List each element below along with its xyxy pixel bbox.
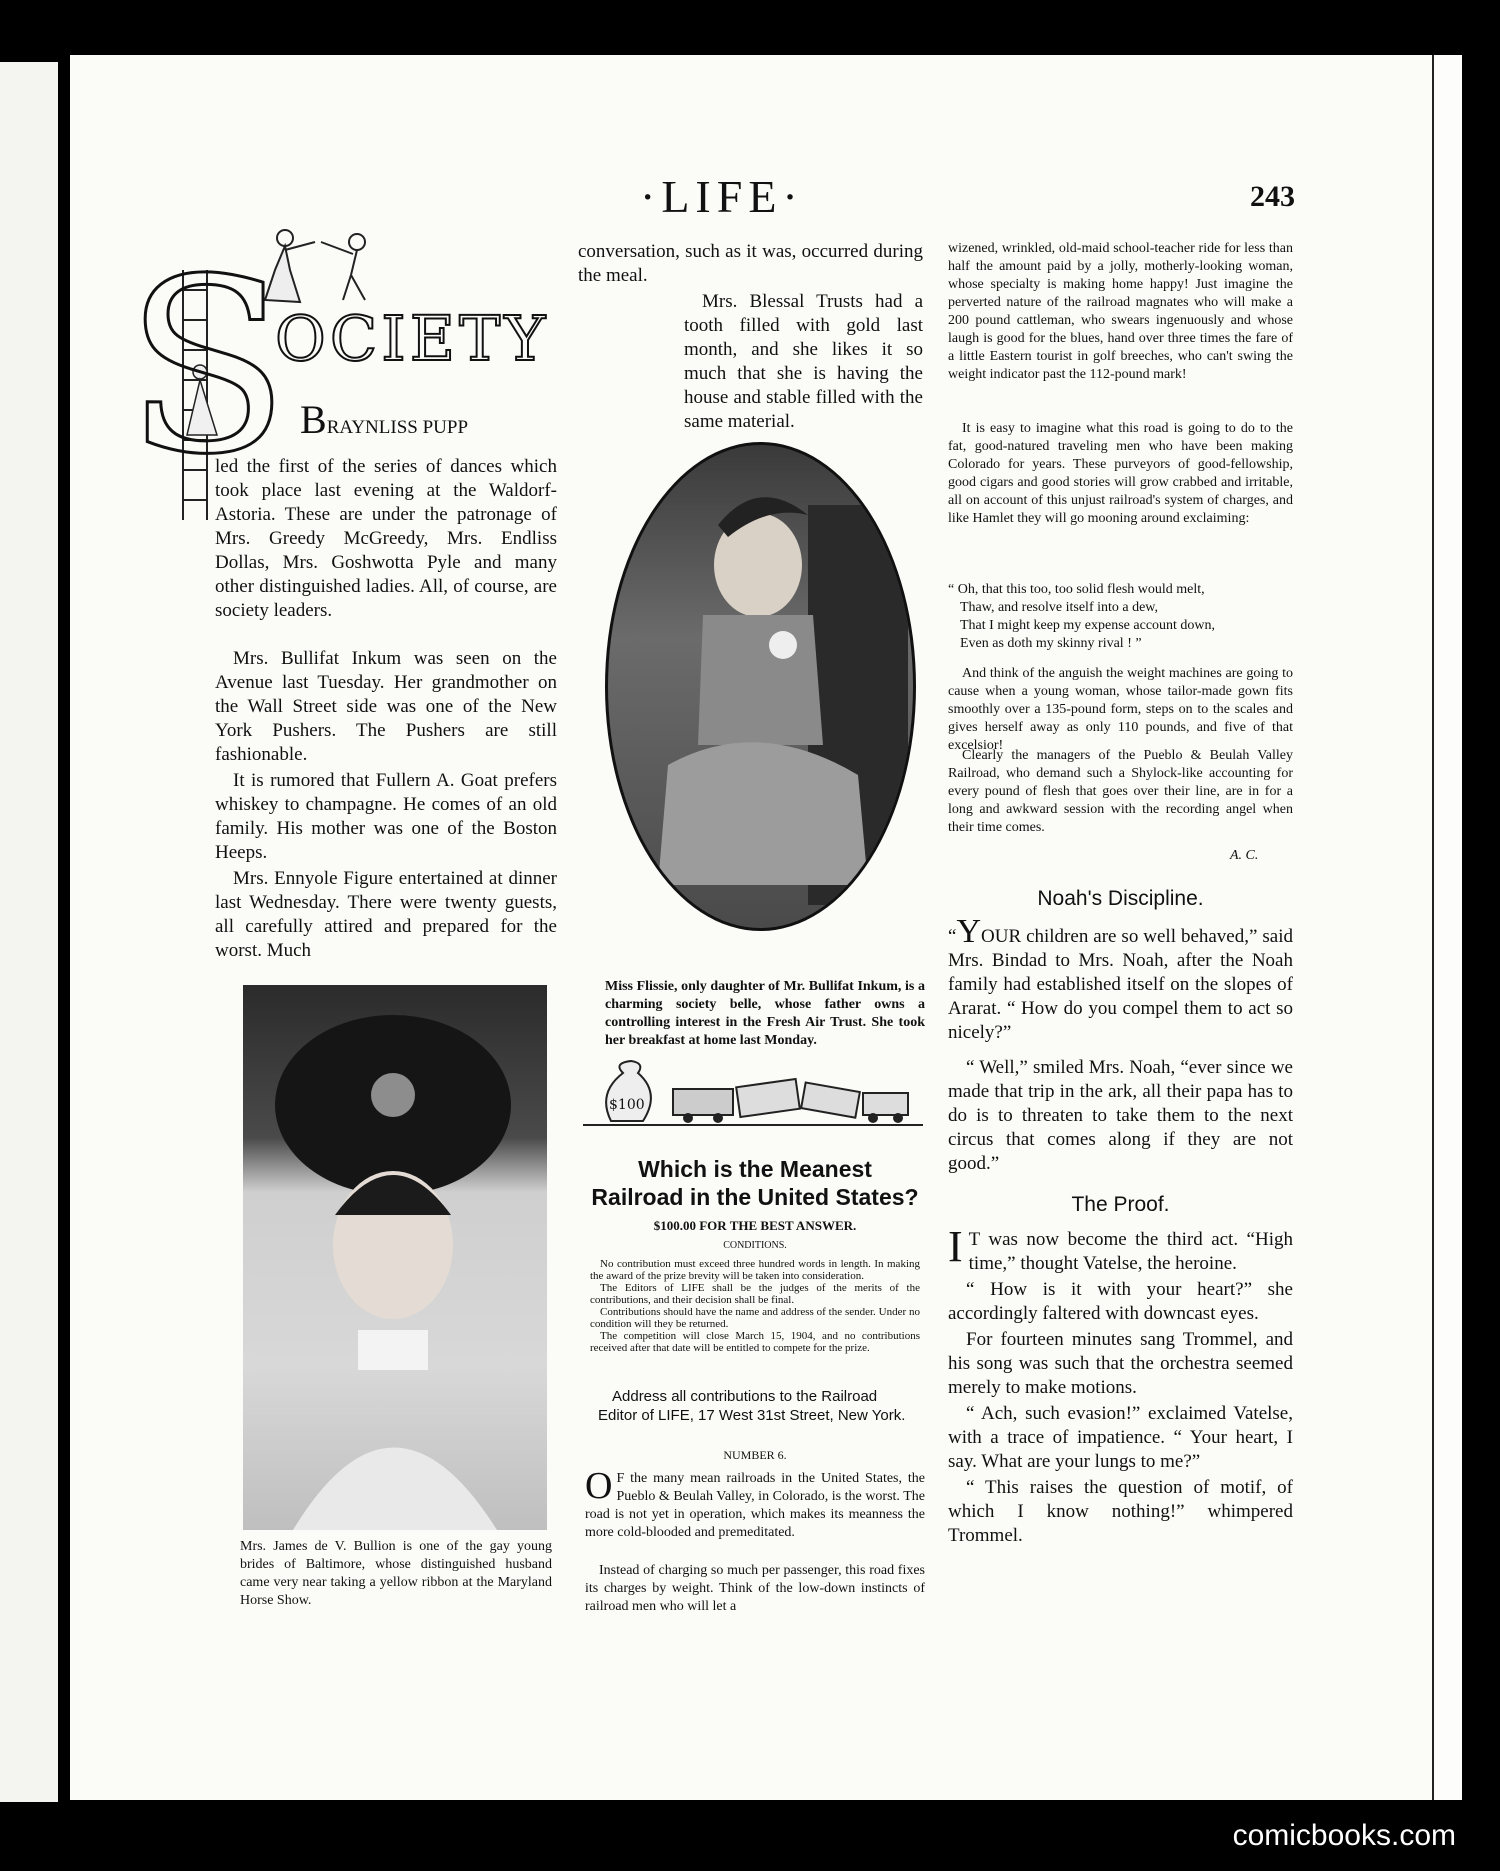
proof-paragraph-2: “ How is it with your heart?” she accordingly faltered with downcast eyes. xyxy=(948,1279,1293,1324)
condition-1: No contribution must exceed three hundred words in length. In making the award of the prize brevity will be taken into consideration. xyxy=(590,1258,920,1282)
society-paragraph-3: It is rumored that Fullern A. Goat prefers whiskey to champagne. He comes of an old family. His mother was one of the Boston Heeps. xyxy=(215,770,557,863)
svg-text:OCIETY: OCIETY xyxy=(275,302,550,375)
railroad-signature: A. C. xyxy=(1230,848,1259,863)
proof-paragraph-5: “ This raises the question of motif, of which I know nothing!” whimpered Trommel. xyxy=(948,1477,1293,1546)
railroad-number: NUMBER 6. xyxy=(723,1448,787,1462)
masthead: ·LIFE· xyxy=(640,171,804,222)
society-paragraph-1: led the first of the series of dances which took place last evening at the Waldorf-Astoria. These are under the patronage of Mrs. Greedy McGreedy, Mrs. Endliss Dollas, Mrs. Goshwotta Pyle and many other distinguished ladies. All, of course, are society leaders. xyxy=(215,456,557,621)
railroad-address: Address all contributions to the Railroad Editor of LIFE, 17 West 31st Street, New York. xyxy=(598,1388,906,1424)
society-col2-paragraph: Mrs. Blessal Trusts had a tooth filled with gold last month, and she likes it so much that she is having the house and stable filled with the same material. xyxy=(684,291,923,432)
proof-paragraph-3: For fourteen minutes sang Trommel, and his song was such that the orchestra seemed merely to make motions. xyxy=(948,1329,1293,1398)
noah-dropcap: Y xyxy=(956,913,981,950)
caption-left-photo: Mrs. James de V. Bullion is one of the gay young brides of Baltimore, whose distinguished husband came very near taking a yellow ribbon at the Maryland Horse Show. xyxy=(240,1539,552,1608)
railroad-dropcap: O xyxy=(585,1465,613,1507)
verse-line-2: Thaw, and resolve itself into a dew, xyxy=(960,600,1159,615)
railroad-col3-paragraph-2: It is easy to imagine what this road is going to do to the fat, good-natured traveling men who have been making Colorado for years. These purveyors of good-fellowship, good cigars and good stories will grow crabbed and irritable, all on account of this unjust railroad's system of charges, and like Hamlet they will go mooning around exclaiming: xyxy=(948,421,1293,526)
railroad-title: Which is the Meanest Railroad in the United States? xyxy=(591,1156,919,1210)
photo-mrs-bullion xyxy=(243,985,547,1530)
society-dropcap: B xyxy=(300,397,327,442)
page-number: 243 xyxy=(1250,180,1295,213)
railroad-conditions xyxy=(590,1258,920,1354)
proof-body xyxy=(948,1222,1293,1550)
railroad-col3-paragraph-4: Clearly the managers of the Pueblo & Beulah Valley Railroad, who demand such a Shylock-like accounting for every pound of flesh that goes over their line, are in for a long and awkward session with the recording angel when their time comes. xyxy=(948,748,1293,835)
society-col2-continuation: conversation, such as it was, occurred during the meal. xyxy=(578,241,923,286)
railroad-paragraph-2: Instead of charging so much per passenger, this road fixes its charges by weight. Think of the low-down instincts of railroad men who will let a xyxy=(585,1563,925,1614)
proof-title: The Proof. xyxy=(1071,1193,1170,1216)
society-column-1-top xyxy=(300,397,557,442)
noah-paragraph-2: “ Well,” smiled Mrs. Noah, “ever since we made that trip in the ark, all their papa has to do is to threaten to take them to the next circus that comes along if they are not good.” xyxy=(948,1057,1293,1174)
verse-line-1: “ Oh, that this too, too solid flesh would melt, xyxy=(948,582,1205,597)
caption-oval-photo: Miss Flissie, only daughter of Mr. Bullifat Inkum, is a charming society belle, whose father owns a controlling interest in the Fresh Air Trust. She took her breakfast at home last Monday. xyxy=(605,979,925,1048)
proof-paragraph-1: I T was now become the third act. “High time,” thought Vatelse, the heroine. xyxy=(948,1222,1293,1274)
proof-paragraph-4: “ Ach, such evasion!” exclaimed Vatelse, with a trace of impatience. “ Your heart, I say. What are your lungs to me?” xyxy=(948,1403,1293,1472)
railroad-col3-paragraph-3: And think of the anguish the weight machines are going to cause when a young woman, whose tailor-made gown fits smoothly over a 135-pound form, steps on to the scales and gives herself away as only 110 pounds, and five of that excelsior! xyxy=(948,666,1293,753)
condition-3: Contributions should have the name and address of the sender. Under no condition will they be returned. xyxy=(590,1306,920,1330)
facing-page-edge xyxy=(0,62,58,1802)
railroad-prize: $100.00 FOR THE BEST ANSWER. xyxy=(653,1218,857,1233)
verse xyxy=(948,581,1293,653)
railroad-paragraph-1: O F the many mean railroads in the United States, the Pueblo & Beulah Valley, in Colorado, is the worst. The road is not yet in operation, which makes its meanness the more cold-blooded and premeditated. xyxy=(585,1465,925,1540)
svg-text:S: S xyxy=(125,227,290,507)
society-paragraph-4: Mrs. Ennyole Figure entertained at dinner last Wednesday. There were twenty guests, all carefully attired and prepared for the worst. Much xyxy=(215,868,557,961)
watermark: comicbooks.com xyxy=(1219,1813,1470,1859)
verse-line-4: Even as doth my skinny rival ! ” xyxy=(960,636,1142,651)
proof-dropcap: I xyxy=(948,1222,963,1271)
noah-title: Noah's Discipline. xyxy=(1037,887,1204,910)
society-lead-caps: RAYNLISS PUPP xyxy=(326,417,469,438)
verse-line-3: That I might keep my expense account down, xyxy=(960,618,1216,633)
society-paragraph-2: Mrs. Bullifat Inkum was seen on the Avenue last Tuesday. Her grandmother on the Wall Street side was one of the New York Pushers. The Pushers are still fashionable. xyxy=(215,648,557,765)
railroad-conditions-head: CONDITIONS. xyxy=(723,1240,787,1251)
oval-photo-frame xyxy=(605,442,916,931)
condition-4: The competition will close March 15, 1904, and no contributions received after that date will be entitled to compete for the prize. xyxy=(590,1330,920,1354)
money-train-illustration xyxy=(583,1053,923,1133)
society-body xyxy=(215,647,557,965)
money-bag-label: $100 xyxy=(609,1097,645,1113)
noah-paragraph-1: “YOUR children are so well behaved,” said Mrs. Bindad to Mrs. Noah, after the Noah family had established itself on the slopes of Ararat. “ How do you compel them to act so nicely?” xyxy=(948,913,1293,1043)
condition-2: The Editors of LIFE shall be the judges of the merits of the contributions, and their decision shall be final. xyxy=(590,1282,920,1306)
railroad-col3-continuation: wizened, wrinkled, old-maid school-teacher ride for less than half the amount paid by a jolly, motherly-looking woman, whose specialty is making home happy! Just imagine the perverted nature of the railroad magnates who will make a 200 pound cattleman, who swears ingenuously and whose laugh is good for the blues, hand over three times the fare of a little Eastern tourist in golf breeches, who can't swing the weight indicator past the 112-pound mark! xyxy=(948,241,1293,382)
page-edge xyxy=(1432,55,1462,1800)
